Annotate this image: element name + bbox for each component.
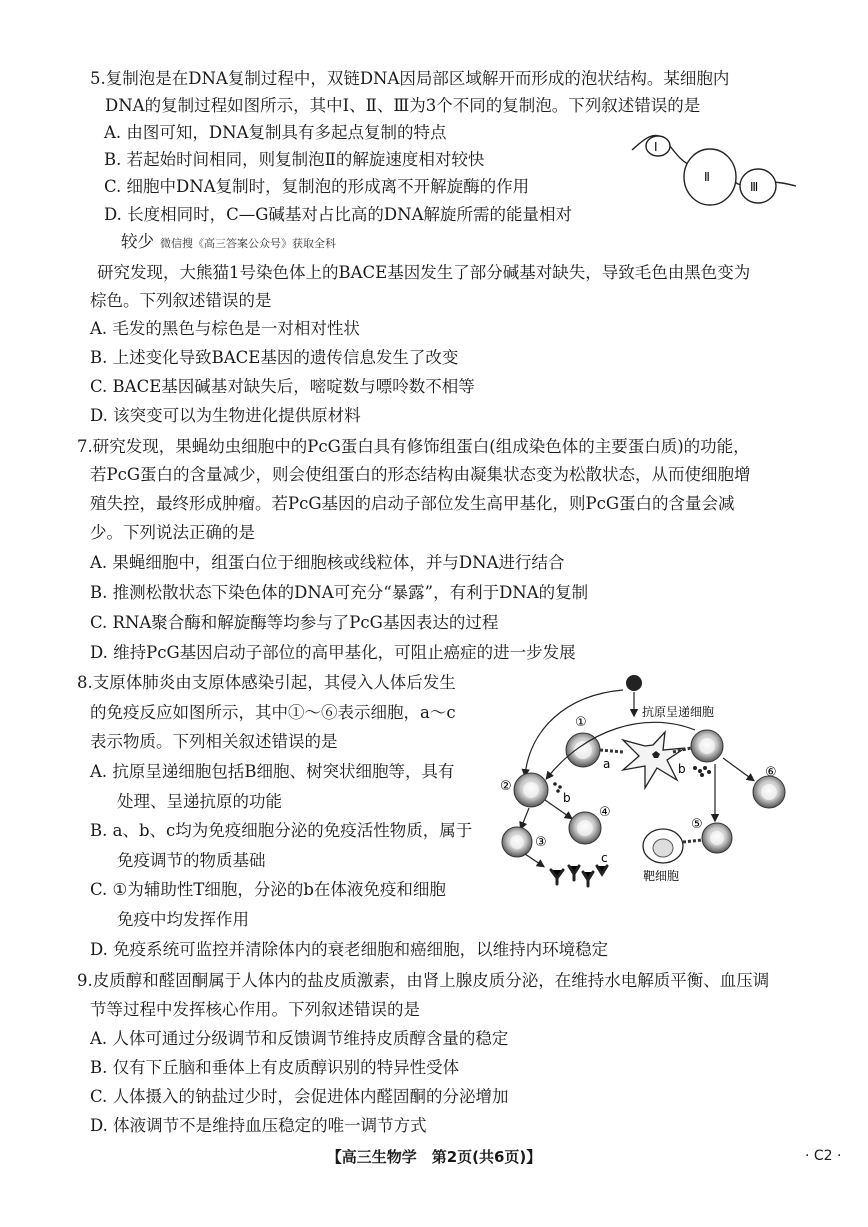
substance-a-label: a — [603, 757, 611, 771]
q8-option-b-line1: B. a、b、c均为免疫细胞分泌的免疫活性物质，属于 — [90, 821, 473, 840]
q5-option-d-line2 — [121, 231, 336, 255]
substance-b-label-right: b — [678, 762, 686, 776]
q6-stem-line1-text: 研究发现，大熊猫1号染色体上的BACE基因发生了部分碱基对缺失，导致毛色由黑色变为 — [97, 263, 751, 282]
cell-1-label: ① — [575, 715, 587, 730]
q8-option-d: D. 免疫系统可监控并清除体内的衰老细胞和癌细胞，以维持内环境稳定 — [90, 940, 609, 959]
target-cell-label: 靶细胞 — [643, 869, 680, 883]
watermark-note: 微信搜《高三答案公众号》获取全科 — [160, 237, 336, 250]
q8-option-c-line2: 免疫中均发挥作用 — [117, 910, 249, 929]
q6-stem-line2: 棕色。下列叙述错误的是 — [90, 291, 272, 310]
q6-option-d: D. 该突变可以为生物进化提供原材料 — [90, 406, 361, 425]
bubble-2 — [684, 149, 736, 205]
q6-option-a: A. 毛发的黑色与棕色是一对相对性状 — [90, 319, 360, 338]
substance-b-label-left: b — [563, 791, 571, 805]
q5-stem-line2: DNA的复制过程如图所示，其中Ⅰ、Ⅱ、Ⅲ为3个不同的复制泡。下列叙述错误的是 — [105, 96, 701, 115]
q9-option-b: B. 仅有下丘脑和垂体上有皮质醇识别的特异性受体 — [90, 1058, 460, 1077]
immune-response-figure — [495, 670, 805, 910]
cell-2-label: ② — [500, 779, 512, 794]
q6-option-b: B. 上述变化导致BACE基因的遗传信息发生了改变 — [90, 348, 459, 367]
q7-stem-line2: 若PcG蛋白的含量减少，则会使组蛋白的形态结构由凝集状态变为松散状态，从而使细胞增 — [90, 465, 751, 484]
bubble-label-2: Ⅱ — [704, 170, 710, 184]
substance-c-label: c — [601, 851, 608, 865]
replication-bubble-figure — [630, 120, 800, 240]
q8-option-b-line2: 免疫调节的物质基础 — [117, 851, 266, 870]
q5-option-a: A. 由图可知，DNA复制具有多起点复制的特点 — [104, 123, 447, 142]
cell-5-label: ⑤ — [691, 817, 703, 832]
cell-6-label: ⑥ — [765, 765, 777, 780]
antibodies-icon — [551, 866, 607, 886]
pathogen-icon — [626, 675, 642, 691]
bubble-label-3: Ⅲ — [750, 180, 759, 194]
q8-stem-line2: 的免疫反应如图所示，其中①～⑥表示细胞，a～c — [90, 703, 456, 722]
q7-option-c: C. RNA聚合酶和解旋酶等均参与了PcG基因表达的过程 — [90, 613, 499, 632]
q9-option-d: D. 体液调节不是维持血压稳定的唯一调节方式 — [90, 1116, 427, 1135]
q7-option-d: D. 维持PcG基因启动子部位的高甲基化，可阻止癌症的进一步发展 — [90, 643, 576, 662]
q7-stem-line1: 7.研究发现，果蝇幼虫细胞中的PcG蛋白具有修饰组蛋白(组成染色体的主要蛋白质)的功能， — [77, 437, 750, 456]
q5-option-b: B. 若起始时间相同，则复制泡Ⅱ的解旋速度相对较快 — [104, 150, 485, 169]
q5-option-d-line1: D. 长度相同时，C—G碱基对占比高的DNA解旋所需的能量相对 — [104, 205, 573, 224]
q7-option-a: A. 果蝇细胞中，组蛋白位于细胞核或线粒体，并与DNA进行结合 — [90, 553, 565, 572]
bubble-label-1: Ⅰ — [654, 140, 658, 154]
cell-3-label: ③ — [535, 835, 547, 850]
page-code: · C2 · — [805, 1148, 842, 1164]
q5-option-c: C. 细胞中DNA复制时，复制泡的形成离不开解旋酶的作用 — [104, 177, 530, 196]
q7-stem-line4: 少。下列说法正确的是 — [90, 523, 255, 542]
q9-stem-line1: 9.皮质醇和醛固酮属于人体内的盐皮质激素，由肾上腺皮质分泌，在维持水电解质平衡、血压调 — [77, 971, 770, 990]
q8-option-a-line2: 处理、呈递抗原的功能 — [117, 792, 282, 811]
apc-label: 抗原呈递细胞 — [642, 705, 715, 719]
bubble-1 — [646, 136, 670, 156]
q6-option-c: C. BACE基因碱基对缺失后，嘧啶数与嘌呤数不相等 — [90, 377, 475, 396]
q8-option-a-line1: A. 抗原呈递细胞包括B细胞、树突状细胞等，具有 — [90, 762, 455, 781]
q5-stem-line1: 5.复制泡是在DNA复制过程中，双链DNA因局部区域解开而形成的泡状结构。某细胞内 — [90, 69, 730, 88]
q9-option-c: C. 人体摄入的钠盐过少时，会促进体内醛固酮的分泌增加 — [90, 1087, 509, 1106]
q9-stem-line2: 节等过程中发挥核心作用。下列叙述错误的是 — [90, 1000, 420, 1019]
q6-stem-line1 — [97, 262, 750, 284]
q5-option-d-text: 较少 — [121, 232, 154, 251]
q7-option-b: B. 推测松散状态下染色体的DNA可充分“暴露”，有利于DNA的复制 — [90, 583, 589, 602]
cell-4-label: ④ — [599, 805, 611, 820]
q8-stem-line1: 8.支原体肺炎由支原体感染引起，其侵入人体后发生 — [77, 673, 456, 692]
page-footer: 【高三生物学 第2页(共6页)】 — [326, 1148, 542, 1166]
q8-stem-line3: 表示物质。下列相关叙述错误的是 — [90, 732, 338, 751]
q8-option-c-line1: C. ①为辅助性T细胞，分泌的b在体液免疫和细胞 — [90, 880, 446, 899]
q9-option-a: A. 人体可通过分级调节和反馈调节维持皮质醇含量的稳定 — [90, 1029, 509, 1048]
q7-stem-line3: 殖失控，最终形成肿瘤。若PcG基因的启动子部位发生高甲基化，则PcG蛋白的含量会减 — [90, 494, 735, 513]
dendritic-cell — [623, 732, 685, 788]
